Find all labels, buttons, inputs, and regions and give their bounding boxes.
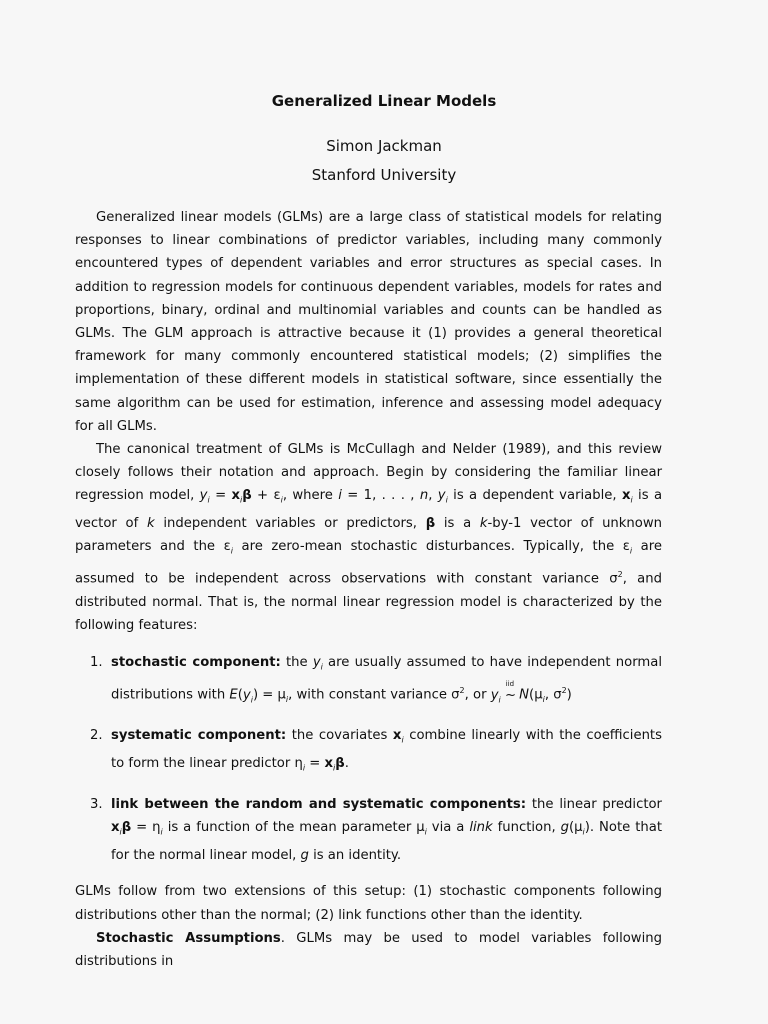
list-item-systematic: 2. systematic component: the covariates $x_i$ combine linearly with the coefficients to form the linear predictor $\eta_i = x_i\beta$.: [75, 724, 662, 780]
stochastic-text: . GLMs may be used to model variables following distributions in: [75, 930, 662, 969]
list-number: 1.: [90, 655, 103, 671]
paper-body: [75, 206, 662, 973]
intro-paragraph: Generalized linear models (GLMs) are a large class of statistical models for relating responses to linear combinations of predictor variables, including many commonly encountered types of dependent variables and error structures as special cases. In addition to regression models for continuous dependent variables, models for rates and proportions, binary, ordinal and multinomial variables and counts can be handled as GLMs. The GLM approach is attractive because it (1) provides a general theoretical framework for many commonly encountered statistical models; (2) simplifies the implementation of these different models in statistical software, since essentially the same algorithm can be used for estimation, inference and assessing model adequacy for all GLMs.: [75, 210, 662, 434]
list-number: 2.: [90, 728, 103, 744]
section-heading: Stochastic Assumptions: [96, 930, 281, 946]
canonical-paragraph: The canonical treatment of GLMs is McCullagh and Nelder (1989), and this review closely follows their notation and approach. Begin by considering the familiar linear regression model, $y_i = x_i\beta + \varepsilon_i$, where i = 1, . . . , n, $y_i$ is a dependent variable, $x_i$ is a vector of k independent variables or predictors, β is a k-by-1 vector of unknown parameters and the $\varepsilon_i$ are zero-mean stochastic disturbances. Typically, the $\varepsilon_i$ are assumed to be independent across observations with constant variance $\sigma^2$, and distributed normal. That is, the normal linear regression model is characterized by the following features:: [75, 442, 663, 634]
author-name: Simon Jackman: [326, 137, 442, 155]
list-item-link: 3. link between the random and systematic components: the linear predictor $x_i\beta = \eta_i$ is a function of the mean parameter $\mu_i$ via a link function, $g(\mu_i)$. Note that for the normal linear model, g is an identity.: [75, 793, 662, 867]
extensions-paragraph: GLMs follow from two extensions of this setup: (1) stochastic components following distributions other than the normal; (2) link functions other than the identity.: [75, 884, 662, 923]
model-features-list: [75, 651, 662, 867]
list-item-stochastic: 1. stochastic component: the $y_i$ are usually assumed to have independent normal distributions with $E(y_i) = \mu_i$, with constant variance $\sigma^2$, or $y_i$ iid ~ $N(\mu_i$, $\sigma^2$): [75, 651, 662, 711]
list-term: stochastic component:: [111, 655, 281, 671]
author-affiliation: Stanford University: [311, 166, 457, 184]
list-term: link between the random and systematic components:: [111, 797, 527, 813]
stochastic-paragraph: [75, 927, 662, 973]
list-number: 3.: [90, 797, 103, 813]
list-term: systematic component:: [111, 728, 287, 744]
canonical-paragraph-start: The canonical treatment of GLMs is McCullagh and Nelder (1989), and this review closely follows their notation and approach. Begin by considering the familiar linear regression model,: [75, 442, 662, 504]
paper-title: Generalized Linear Models: [271, 92, 497, 110]
